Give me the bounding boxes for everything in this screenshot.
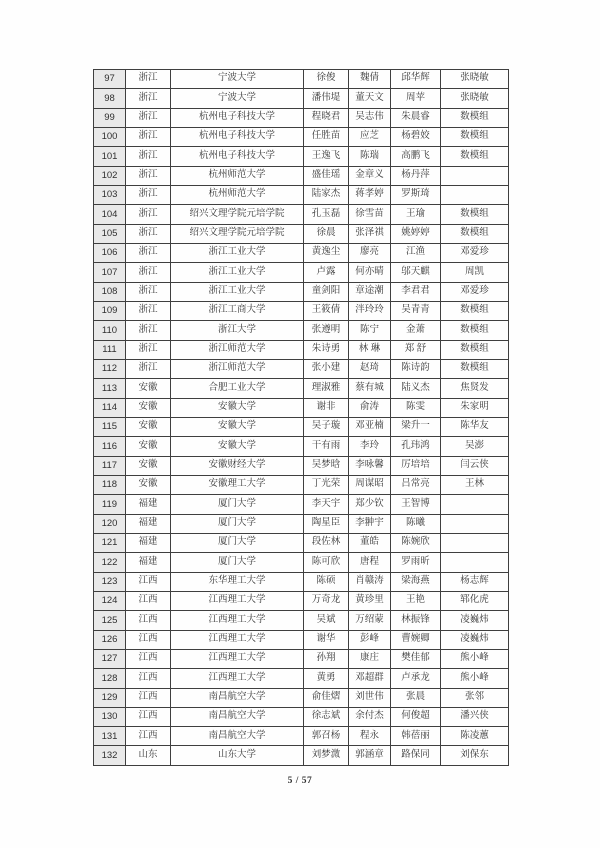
table-row: [94, 263, 509, 282]
table-row: [94, 514, 509, 533]
cell-province: 江西: [126, 707, 171, 726]
cell-row-number: 124: [94, 591, 126, 610]
table-row: [94, 147, 509, 166]
cell-university: 浙江大学: [171, 321, 304, 340]
table-row: [94, 321, 509, 340]
cell-member-1: 程晓君: [304, 108, 349, 127]
cell-advisor: 朱家明: [441, 398, 509, 417]
cell-province: 浙江: [126, 243, 171, 262]
cell-university: 杭州电子科技大学: [171, 108, 304, 127]
cell-province: 浙江: [126, 301, 171, 320]
cell-member-2: 蔡有城: [349, 379, 391, 398]
table-row: [94, 166, 509, 185]
table-row: [94, 224, 509, 243]
cell-member-2: 郑少钦: [349, 495, 391, 514]
cell-member-3: 曹婉卿: [391, 630, 441, 649]
cell-advisor: 数模组: [441, 224, 509, 243]
cell-member-2: 李咏馨: [349, 456, 391, 475]
cell-province: 江西: [126, 591, 171, 610]
cell-member-2: 余付杰: [349, 707, 391, 726]
cell-row-number: 123: [94, 572, 126, 591]
cell-member-3: 邱华辉: [391, 70, 441, 89]
cell-row-number: 98: [94, 89, 126, 108]
cell-member-1: 郭召杨: [304, 727, 349, 746]
cell-province: 江西: [126, 630, 171, 649]
cell-university: 南昌航空大学: [171, 707, 304, 726]
cell-advisor: 熊小峰: [441, 669, 509, 688]
cell-member-1: 徐晨: [304, 224, 349, 243]
cell-member-2: 唐程: [349, 553, 391, 572]
cell-university: 浙江工业大学: [171, 263, 304, 282]
cell-member-3: 陈婉欣: [391, 533, 441, 552]
cell-member-1: 王筱倩: [304, 301, 349, 320]
cell-province: 江西: [126, 649, 171, 668]
cell-member-3: 陈曦: [391, 514, 441, 533]
cell-province: 浙江: [126, 108, 171, 127]
table-row: [94, 70, 509, 89]
cell-university: 绍兴文理学院元培学院: [171, 224, 304, 243]
cell-row-number: 102: [94, 166, 126, 185]
table-row: [94, 185, 509, 204]
cell-member-1: 吴梦晗: [304, 456, 349, 475]
cell-advisor: 数模组: [441, 359, 509, 378]
cell-member-1: 童剑阳: [304, 282, 349, 301]
table-row: [94, 533, 509, 552]
cell-member-2: 赵琦: [349, 359, 391, 378]
cell-member-2: 应芝: [349, 127, 391, 146]
cell-row-number: 105: [94, 224, 126, 243]
cell-member-2: 魏倩: [349, 70, 391, 89]
cell-member-2: 章途潮: [349, 282, 391, 301]
cell-row-number: 122: [94, 553, 126, 572]
cell-province: 浙江: [126, 282, 171, 301]
cell-university: 杭州师范大学: [171, 185, 304, 204]
cell-province: 安徽: [126, 417, 171, 436]
cell-university: 山东大学: [171, 746, 304, 766]
cell-province: 浙江: [126, 340, 171, 359]
cell-university: 杭州电子科技大学: [171, 147, 304, 166]
cell-member-3: 厉培培: [391, 456, 441, 475]
roster-table: [93, 69, 509, 766]
cell-member-2: 金章义: [349, 166, 391, 185]
cell-row-number: 119: [94, 495, 126, 514]
cell-member-3: 陈雯: [391, 398, 441, 417]
cell-member-3: 陆义杰: [391, 379, 441, 398]
cell-member-3: 张晨: [391, 688, 441, 707]
cell-member-3: 罗雨昕: [391, 553, 441, 572]
cell-advisor: 张邻: [441, 688, 509, 707]
table-row: [94, 456, 509, 475]
cell-row-number: 109: [94, 301, 126, 320]
table-row: [94, 553, 509, 572]
cell-member-3: 卢承龙: [391, 669, 441, 688]
cell-advisor: 数模组: [441, 127, 509, 146]
cell-province: 江西: [126, 611, 171, 630]
cell-university: 绍兴文理学院元培学院: [171, 205, 304, 224]
cell-advisor: 数模组: [441, 340, 509, 359]
cell-province: 安徽: [126, 437, 171, 456]
table-row: [94, 243, 509, 262]
cell-row-number: 132: [94, 746, 126, 766]
cell-member-1: 张遵明: [304, 321, 349, 340]
cell-university: 厦门大学: [171, 553, 304, 572]
cell-advisor: 数模组: [441, 147, 509, 166]
cell-advisor: 郓化虎: [441, 591, 509, 610]
cell-university: 厦门大学: [171, 495, 304, 514]
cell-member-3: 杨碧姣: [391, 127, 441, 146]
cell-university: 厦门大学: [171, 533, 304, 552]
cell-advisor: 数模组: [441, 321, 509, 340]
table-row: [94, 437, 509, 456]
table-row: [94, 89, 509, 108]
cell-advisor: 凌巍炜: [441, 611, 509, 630]
cell-member-1: 丁光荣: [304, 475, 349, 494]
cell-province: 浙江: [126, 89, 171, 108]
cell-member-2: 郭涵章: [349, 746, 391, 766]
cell-advisor: 张晓敏: [441, 70, 509, 89]
cell-row-number: 108: [94, 282, 126, 301]
cell-member-1: 谢非: [304, 398, 349, 417]
cell-university: 安徽理工大学: [171, 475, 304, 494]
cell-advisor: 吴澎: [441, 437, 509, 456]
cell-row-number: 101: [94, 147, 126, 166]
cell-member-3: 王艳: [391, 591, 441, 610]
cell-advisor: 熊小峰: [441, 649, 509, 668]
cell-member-3: 梁海燕: [391, 572, 441, 591]
cell-member-1: 陶星臣: [304, 514, 349, 533]
cell-member-1: 潘伟堤: [304, 89, 349, 108]
cell-member-3: 孔玮鸿: [391, 437, 441, 456]
cell-row-number: 110: [94, 321, 126, 340]
cell-member-1: 朱诗勇: [304, 340, 349, 359]
cell-member-1: 刘梦溦: [304, 746, 349, 766]
cell-province: 浙江: [126, 224, 171, 243]
cell-university: 浙江师范大学: [171, 340, 304, 359]
cell-advisor: 数模组: [441, 108, 509, 127]
cell-row-number: 104: [94, 205, 126, 224]
cell-member-2: 肖赣涛: [349, 572, 391, 591]
table-row: [94, 282, 509, 301]
cell-advisor: [441, 185, 509, 204]
cell-member-1: 黄勇: [304, 669, 349, 688]
cell-member-2: 董皓: [349, 533, 391, 552]
cell-member-3: 邬天麒: [391, 263, 441, 282]
cell-row-number: 130: [94, 707, 126, 726]
cell-member-3: 周苹: [391, 89, 441, 108]
cell-province: 福建: [126, 533, 171, 552]
cell-member-2: 蒋孝婷: [349, 185, 391, 204]
cell-row-number: 114: [94, 398, 126, 417]
table-row: [94, 495, 509, 514]
cell-province: 浙江: [126, 263, 171, 282]
cell-member-2: 邓亚楠: [349, 417, 391, 436]
cell-member-2: 董天文: [349, 89, 391, 108]
cell-advisor: 陈凌蕙: [441, 727, 509, 746]
cell-province: 安徽: [126, 475, 171, 494]
cell-row-number: 113: [94, 379, 126, 398]
table-row: [94, 591, 509, 610]
cell-province: 浙江: [126, 127, 171, 146]
cell-member-2: 周谋昭: [349, 475, 391, 494]
cell-member-2: 陈瑞: [349, 147, 391, 166]
cell-row-number: 128: [94, 669, 126, 688]
cell-advisor: 杨志辉: [441, 572, 509, 591]
table-row: [94, 707, 509, 726]
cell-member-3: 王瑜: [391, 205, 441, 224]
cell-province: 浙江: [126, 205, 171, 224]
cell-row-number: 103: [94, 185, 126, 204]
table-row: [94, 398, 509, 417]
table-row: [94, 301, 509, 320]
table-row: [94, 572, 509, 591]
table-row: [94, 475, 509, 494]
cell-member-2: 彭峰: [349, 630, 391, 649]
cell-advisor: 凌巍炜: [441, 630, 509, 649]
roster-body: [94, 70, 509, 766]
cell-row-number: 127: [94, 649, 126, 668]
table-row: [94, 340, 509, 359]
cell-university: 南昌航空大学: [171, 688, 304, 707]
cell-province: 江西: [126, 727, 171, 746]
cell-province: 浙江: [126, 359, 171, 378]
cell-member-3: 李君君: [391, 282, 441, 301]
cell-row-number: 117: [94, 456, 126, 475]
cell-province: 山东: [126, 746, 171, 766]
cell-row-number: 106: [94, 243, 126, 262]
cell-university: 宁波大学: [171, 70, 304, 89]
cell-member-2: 林 琳: [349, 340, 391, 359]
cell-province: 福建: [126, 553, 171, 572]
cell-member-3: 郑 舒: [391, 340, 441, 359]
cell-row-number: 115: [94, 417, 126, 436]
table-row: [94, 205, 509, 224]
cell-member-3: 吴青青: [391, 301, 441, 320]
cell-advisor: 王林: [441, 475, 509, 494]
cell-member-3: 樊佳郁: [391, 649, 441, 668]
cell-advisor: 陈华友: [441, 417, 509, 436]
cell-province: 浙江: [126, 166, 171, 185]
table-row: [94, 649, 509, 668]
cell-university: 东华理工大学: [171, 572, 304, 591]
cell-university: 江西理工大学: [171, 630, 304, 649]
cell-member-1: 俞佳熠: [304, 688, 349, 707]
cell-row-number: 100: [94, 127, 126, 146]
cell-member-3: 林振锋: [391, 611, 441, 630]
cell-province: 福建: [126, 495, 171, 514]
cell-member-2: 李翀宇: [349, 514, 391, 533]
cell-province: 江西: [126, 572, 171, 591]
cell-row-number: 125: [94, 611, 126, 630]
table-row: [94, 669, 509, 688]
table-row: [94, 746, 509, 766]
cell-member-1: 谢华: [304, 630, 349, 649]
cell-university: 安徽财经大学: [171, 456, 304, 475]
cell-province: 浙江: [126, 321, 171, 340]
cell-member-1: 干有雨: [304, 437, 349, 456]
cell-province: 浙江: [126, 147, 171, 166]
cell-advisor: 数模组: [441, 205, 509, 224]
cell-province: 浙江: [126, 185, 171, 204]
cell-member-1: 卢露: [304, 263, 349, 282]
cell-member-1: 吴子璇: [304, 417, 349, 436]
cell-member-1: 吴斌: [304, 611, 349, 630]
cell-university: 江西理工大学: [171, 611, 304, 630]
cell-row-number: 97: [94, 70, 126, 89]
cell-advisor: [441, 495, 509, 514]
cell-advisor: 刘保东: [441, 746, 509, 766]
cell-member-1: 孔玉磊: [304, 205, 349, 224]
cell-member-1: 段佐林: [304, 533, 349, 552]
cell-row-number: 112: [94, 359, 126, 378]
table-row: [94, 630, 509, 649]
cell-row-number: 116: [94, 437, 126, 456]
cell-advisor: [441, 553, 509, 572]
page-number: 5 / 57: [287, 776, 313, 786]
cell-member-2: 黄珍里: [349, 591, 391, 610]
cell-university: 宁波大学: [171, 89, 304, 108]
cell-province: 江西: [126, 669, 171, 688]
cell-member-3: 姚婷婷: [391, 224, 441, 243]
cell-member-3: 何俊超: [391, 707, 441, 726]
cell-row-number: 131: [94, 727, 126, 746]
cell-member-2: 何亦晴: [349, 263, 391, 282]
cell-advisor: [441, 166, 509, 185]
cell-row-number: 126: [94, 630, 126, 649]
table-row: [94, 108, 509, 127]
cell-advisor: 张晓敏: [441, 89, 509, 108]
cell-province: 江西: [126, 688, 171, 707]
cell-member-3: 王智博: [391, 495, 441, 514]
cell-member-3: 高鹏飞: [391, 147, 441, 166]
cell-university: 安徽大学: [171, 398, 304, 417]
cell-member-1: 陈硕: [304, 572, 349, 591]
cell-member-1: 任胜苗: [304, 127, 349, 146]
cell-row-number: 107: [94, 263, 126, 282]
cell-member-1: 陈可欣: [304, 553, 349, 572]
cell-province: 福建: [126, 514, 171, 533]
cell-university: 杭州师范大学: [171, 166, 304, 185]
cell-advisor: 邓爱珍: [441, 243, 509, 262]
cell-university: 江西理工大学: [171, 591, 304, 610]
table-row: [94, 611, 509, 630]
cell-province: 安徽: [126, 379, 171, 398]
cell-member-2: 刘世伟: [349, 688, 391, 707]
cell-row-number: 99: [94, 108, 126, 127]
cell-member-1: 盛佳瑶: [304, 166, 349, 185]
cell-advisor: 潘兴侠: [441, 707, 509, 726]
cell-advisor: 焦贤发: [441, 379, 509, 398]
cell-member-3: 韩蓓丽: [391, 727, 441, 746]
cell-member-1: 孙翔: [304, 649, 349, 668]
cell-row-number: 121: [94, 533, 126, 552]
cell-member-1: 陆家杰: [304, 185, 349, 204]
cell-member-2: 吴志伟: [349, 108, 391, 127]
cell-member-3: 吕常亮: [391, 475, 441, 494]
cell-university: 安徽大学: [171, 417, 304, 436]
cell-member-3: 罗斯琦: [391, 185, 441, 204]
cell-advisor: 邓爱珍: [441, 282, 509, 301]
cell-member-2: 泮玲玲: [349, 301, 391, 320]
cell-advisor: [441, 514, 509, 533]
cell-member-1: 黄逸尘: [304, 243, 349, 262]
cell-member-3: 金萧: [391, 321, 441, 340]
cell-row-number: 118: [94, 475, 126, 494]
cell-member-3: 朱晨睿: [391, 108, 441, 127]
cell-university: 浙江工业大学: [171, 243, 304, 262]
cell-member-2: 张泽祺: [349, 224, 391, 243]
cell-member-1: 万奇龙: [304, 591, 349, 610]
cell-university: 合肥工业大学: [171, 379, 304, 398]
cell-university: 安徽大学: [171, 437, 304, 456]
cell-university: 江西理工大学: [171, 669, 304, 688]
cell-member-2: 邓超群: [349, 669, 391, 688]
cell-member-2: 程永: [349, 727, 391, 746]
table-row: [94, 417, 509, 436]
cell-province: 安徽: [126, 398, 171, 417]
cell-advisor: 周凯: [441, 263, 509, 282]
table-row: [94, 727, 509, 746]
table-row: [94, 359, 509, 378]
cell-member-3: 杨丹萍: [391, 166, 441, 185]
cell-province: 安徽: [126, 456, 171, 475]
cell-member-3: 路保同: [391, 746, 441, 766]
cell-member-2: 廖亮: [349, 243, 391, 262]
cell-province: 浙江: [126, 70, 171, 89]
table-row: [94, 379, 509, 398]
cell-member-2: 李玲: [349, 437, 391, 456]
cell-member-3: 江渔: [391, 243, 441, 262]
cell-member-3: 陈诗韵: [391, 359, 441, 378]
cell-member-2: 俞涛: [349, 398, 391, 417]
cell-member-1: 徐志斌: [304, 707, 349, 726]
table-row: [94, 127, 509, 146]
cell-university: 江西理工大学: [171, 649, 304, 668]
cell-row-number: 129: [94, 688, 126, 707]
cell-member-1: 徐俊: [304, 70, 349, 89]
cell-member-2: 徐雪苗: [349, 205, 391, 224]
cell-university: 浙江工商大学: [171, 301, 304, 320]
cell-university: 浙江师范大学: [171, 359, 304, 378]
cell-university: 杭州电子科技大学: [171, 127, 304, 146]
table-row: [94, 688, 509, 707]
cell-member-2: 陈宁: [349, 321, 391, 340]
cell-member-1: 李天宇: [304, 495, 349, 514]
cell-member-1: 理淑雅: [304, 379, 349, 398]
cell-member-2: 万绍蒙: [349, 611, 391, 630]
cell-university: 厦门大学: [171, 514, 304, 533]
cell-university: 南昌航空大学: [171, 727, 304, 746]
cell-member-2: 康庄: [349, 649, 391, 668]
cell-row-number: 111: [94, 340, 126, 359]
cell-advisor: 闫云侠: [441, 456, 509, 475]
cell-member-3: 梁升一: [391, 417, 441, 436]
cell-row-number: 120: [94, 514, 126, 533]
cell-member-1: 王逸飞: [304, 147, 349, 166]
cell-advisor: 数模组: [441, 301, 509, 320]
cell-advisor: [441, 533, 509, 552]
cell-university: 浙江工业大学: [171, 282, 304, 301]
cell-member-1: 张小建: [304, 359, 349, 378]
